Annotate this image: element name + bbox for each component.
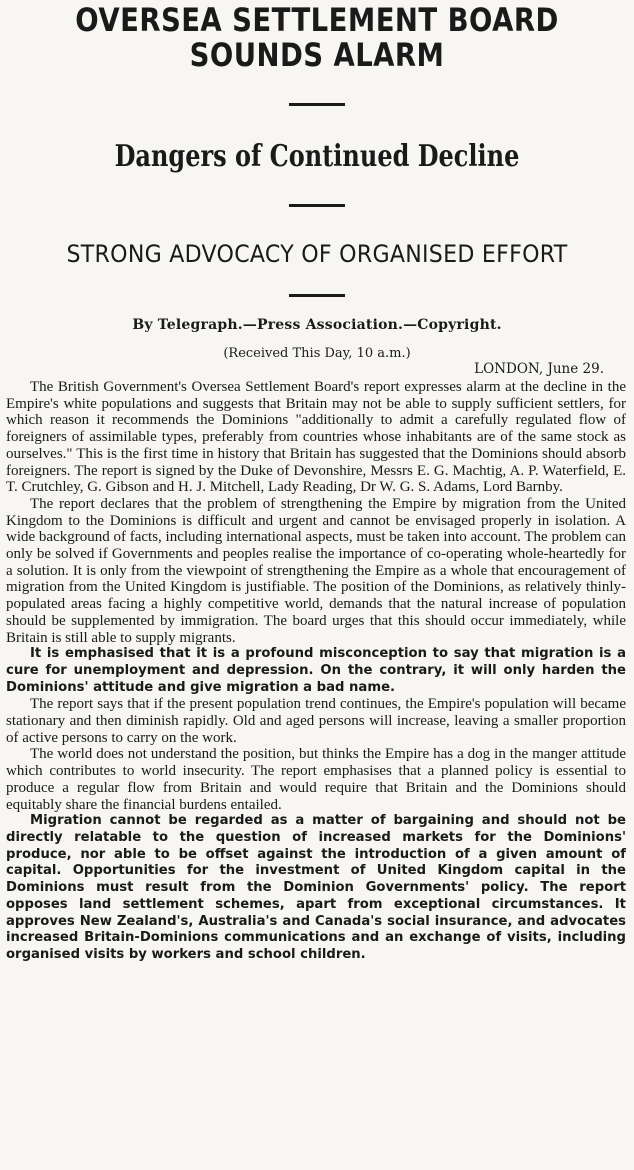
paragraph: The world does not understand the position, but thinks the Empire has a dog in the manger attitude which contributes to world insecurity. The report emphasises that a planned policy is essential to produce a regular flow from Britain and would require that Britain and the Dominions should equitably share the financial burdens entailed. (6, 746, 626, 813)
divider-rule (289, 103, 345, 106)
paragraph: The report declares that the problem of strengthening the Empire by migration from the United Kingdom to the Dominions is difficult and urgent and cannot be envisaged properly in isolation. A wide background of facts, including international aspects, must be taken into account. The problem can only be solved if Governments and peoples realise the importance of co-operating whole-heartedly for a solution. It is only from the viewpoint of strengthening the Empire as a whole that encouragement of migration from the United Kingdom is justifiable. The position of the Dominions, as relatively thinly-populated areas facing a highly competitive world, demands that the natural increase of population should be supplemented by immigration. The board urges that this should occur immediately, while Britain is still able to supply migrants. (6, 495, 626, 646)
paragraph: The British Government's Oversea Settlement Board's report expresses alarm at the decline in the Empire's white populations and suggests that Britain may not be able to supply sufficient settlers, for which reason it recommends the Dominions "additionally to admit a carefully regulated flow of foreigners of assimilable types, preferably from countries whose inhabitants are of the same stock as ourselves." This is the first time in history that Britain has suggested that the Dominions should absorb foreigners. The report is signed by the Duke of Devonshire, Messrs E. G. Machtig, A. P. Waterfield, E. T. Crutchley, G. Gibson and H. J. Mitchell, Lady Reading, Dr W. G. S. Adams, Lord Barnby. (6, 379, 626, 496)
paragraph: The report says that if the present population trend continues, the Empire's population will became stationary and then diminish rapidly. Old and aged persons will increase, leaving a smaller proportion of active persons to carry on the work. (6, 696, 626, 746)
deck-heading: STRONG ADVOCACY OF ORGANISED EFFORT (66, 240, 568, 268)
divider-rule (289, 204, 345, 207)
dateline: LONDON, June 29. (474, 361, 604, 377)
wire-credit: By Telegraph.—Press Association.—Copyright. (132, 317, 502, 333)
article-body (6, 379, 626, 964)
paragraph: Migration cannot be regarded as a matter of bargaining and should not be directly relatable to the question of increased markets for the Dominions' produce, nor able to be offset against the introduction of a given amount of capital. Opportunities for the investment of United Kingdom capital in the Dominions must result from the Dominion Governments' policy. The report opposes land settlement schemes, apart from exceptional circumstances. It approves New Zealand's, Australia's and Canada's social insurance, and advocates increased Britain-Dominions communications and an exchange of visits, including organised visits by workers and school children. (6, 813, 626, 962)
subheadline: Dangers of Continued Decline (114, 139, 520, 174)
divider-rule (289, 294, 345, 297)
received-note: (Received This Day, 10 a.m.) (223, 346, 411, 361)
headline-line-2: SOUNDS ALARM (189, 36, 445, 74)
headline (53, 3, 581, 73)
headline-line-1: OVERSEA SETTLEMENT BOARD (75, 1, 559, 39)
newspaper-clipping (0, 3, 634, 1170)
paragraph: It is emphasised that it is a profound misconception to say that migration is a cure for unemployment and depression. On the contrary, it will only harden the Dominions' attitude and give migration a bad name. (6, 646, 626, 695)
